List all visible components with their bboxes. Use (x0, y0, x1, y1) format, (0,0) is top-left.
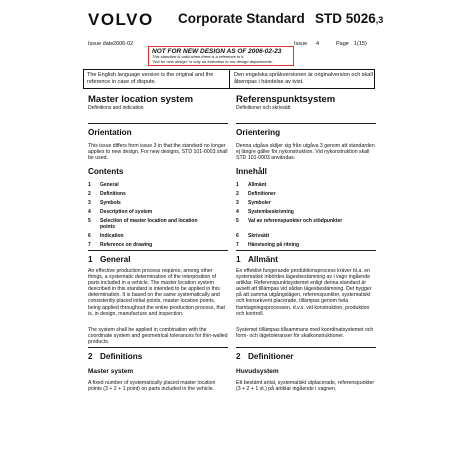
document-type: Corporate Standard (178, 11, 305, 26)
toc-label: Val av referenspunkter och stödpunkter (248, 218, 343, 224)
toc-num: 7 (88, 242, 91, 248)
sv-definitions-title: Definitioner (248, 352, 294, 361)
en-master-system-text: A fixed number of systematically placed master location points (3 + 2 + 1 point) on parts included in the vehicle. (88, 380, 216, 393)
standard-number-suffix: ,3 (375, 15, 384, 25)
en-orientation-text: This issue differs from issue 3 in that the standard no longer applies to new design. For new designs, STD 101-0003 shall be used. (88, 143, 228, 162)
en-subtitle: Definitions and indication (88, 105, 144, 111)
en-divider-1 (88, 123, 228, 124)
sv-general-num: 1 (236, 255, 241, 264)
toc-label: Systembeskrivning (248, 209, 294, 215)
toc-label: Indication (100, 233, 124, 239)
toc-label: Allmänt (248, 182, 267, 188)
sv-subtitle: Definitioner och skrivsätt (236, 105, 291, 111)
page-value: 1(15) (354, 41, 367, 47)
issue-date-label: Issue date (88, 41, 114, 47)
sv-master-system-text: Ett bestämt antal, systematiskt utplacerade, referenspunkter (3 + 2 + 1 st.) på artiklar ingående i vagnen. (236, 380, 375, 393)
sv-orientation-heading: Orientering (236, 128, 281, 137)
toc-label: Reference on drawing (100, 242, 153, 248)
sv-divider-2 (236, 250, 376, 251)
toc-num: 3 (236, 200, 239, 206)
toc-label: Description of system (100, 209, 153, 215)
toc-label: Symbols (100, 200, 121, 206)
issue-date-value: 2006-02 (113, 41, 134, 47)
standard-number-prefix: STD 5026 (315, 11, 376, 26)
toc-num: 2 (88, 191, 91, 197)
toc-label: Skrivsätt (248, 233, 270, 239)
en-master-system-heading: Master system (88, 368, 134, 375)
toc-item[interactable] (236, 218, 376, 224)
toc-label: Symboler (248, 200, 271, 206)
toc-item[interactable] (88, 233, 228, 239)
en-divider-3 (88, 347, 228, 348)
en-definitions-num: 2 (88, 352, 93, 361)
en-definitions-heading (88, 352, 228, 361)
not-for-new-design-notice (148, 46, 294, 66)
volvo-logo: VOLVO (88, 10, 154, 29)
language-notice-box (83, 69, 375, 89)
toc-item[interactable] (88, 200, 228, 206)
sv-definitions-num: 2 (236, 352, 241, 361)
sv-general-paragraph-1: En effektivt fungerande produktionsprocess kräver bl.a. en systematisk inbördes lägesbestämning av i vagn ingående artiklar. Referenspunktsystemet enligt denna standard är avsett att tillämpas vid sådan lägesbestämning. Det bygger på att samma utgångslägen, referenspunkter, systematiskt och konsekvent placerade, tillämpas genom hela framtagningsprocessen, d.v.s. vid konstruktion, produktion och kontroll. (236, 268, 372, 317)
sv-contents-heading: Innehåll (236, 167, 267, 176)
toc-item[interactable] (88, 191, 228, 197)
toc-num: 4 (88, 209, 91, 215)
language-notice-sv: Den engelska språkversionen är originalversion och skall åberopas i händelse av tvist. (234, 72, 373, 85)
toc-label: Definitioner (248, 191, 276, 197)
toc-num: 5 (236, 218, 239, 224)
toc-label: General (100, 182, 119, 188)
toc-num: 1 (236, 182, 239, 188)
page-label: Page (336, 41, 349, 47)
sv-general-heading (236, 255, 376, 264)
notice-title: NOT FOR NEW DESIGN AS OF 2006-02-23 (152, 48, 282, 55)
sv-table-of-contents (236, 182, 376, 248)
en-general-num: 1 (88, 255, 93, 264)
issue-label: Issue (294, 41, 308, 47)
toc-label: Hänvisning på ritning (248, 242, 300, 248)
notice-line-1: This standard is valid when there is a reference to it. (152, 54, 245, 59)
toc-item[interactable] (236, 182, 376, 188)
language-notice-divider (229, 70, 230, 88)
en-definitions-title: Definitions (100, 352, 143, 361)
sv-orientation-text: Denna utgåva skiljer sig från utgåva 3 genom att standarden ej längre gäller för nykonstruktion. Vid nykonstruktion skall STD 101-0003 användas. (236, 143, 375, 162)
sv-master-system-heading: Huvudsystem (236, 368, 279, 375)
toc-item[interactable] (88, 209, 228, 215)
en-orientation-heading: Orientation (88, 128, 132, 137)
toc-num: 2 (236, 191, 239, 197)
sv-column (236, 94, 376, 111)
toc-label: Definitions (100, 191, 126, 197)
sv-general-paragraph-2: Systemet tillämpas tillsammans med koordinatsystemet och form- och lägetoleranser för skalkonstruktioner. (236, 327, 374, 340)
sv-definitions-heading (236, 352, 376, 361)
toc-item[interactable] (236, 209, 376, 215)
en-general-paragraph-1: An effective production process requires, among other things, a systematic determination of the interposition of parts included in a vehicle. The master location system described in this standard is intended to be applied in this determination. It is based on the same systematically and consistently placed initial points, master location points, being applied throughout the entire production process, that is, in design, manufacture and inspection. (88, 268, 225, 317)
issue-value: 4 (316, 41, 320, 47)
en-title: Master location system (88, 94, 194, 105)
en-divider-2 (88, 250, 228, 251)
toc-num: 4 (236, 209, 239, 215)
standard-number (315, 11, 383, 26)
sv-title: Referenspunktsystem (236, 94, 336, 105)
toc-num: 5 (88, 218, 91, 224)
sv-general-title: Allmänt (248, 255, 279, 264)
toc-num: 7 (236, 242, 239, 248)
toc-item[interactable] (236, 191, 376, 197)
toc-item[interactable] (88, 218, 228, 230)
language-notice-en: The English language version is the original and the reference in case of dispute. (87, 72, 214, 85)
toc-item[interactable] (236, 200, 376, 206)
en-general-heading (88, 255, 228, 264)
en-general-paragraph-2: The system shall be applied in combination with the coordinate system and geometrical tolerances for thin-walled products. (88, 327, 228, 346)
toc-num: 6 (236, 233, 239, 239)
en-general-title: General (100, 255, 131, 264)
toc-num: 1 (88, 182, 91, 188)
toc-item[interactable] (236, 233, 376, 239)
sv-divider-1 (236, 123, 376, 124)
toc-item[interactable] (88, 182, 228, 188)
toc-num: 6 (88, 233, 91, 239)
notice-line-2: "Not for new design" is only an indication to our design departments. (152, 58, 273, 64)
toc-num: 3 (88, 200, 91, 206)
en-column (88, 94, 228, 111)
en-table-of-contents (88, 182, 228, 248)
toc-item[interactable] (88, 242, 228, 248)
toc-label: Selection of master location and location points (100, 218, 198, 230)
en-contents-heading: Contents (88, 167, 124, 176)
toc-item[interactable] (236, 242, 376, 248)
sv-divider-3 (236, 347, 376, 348)
